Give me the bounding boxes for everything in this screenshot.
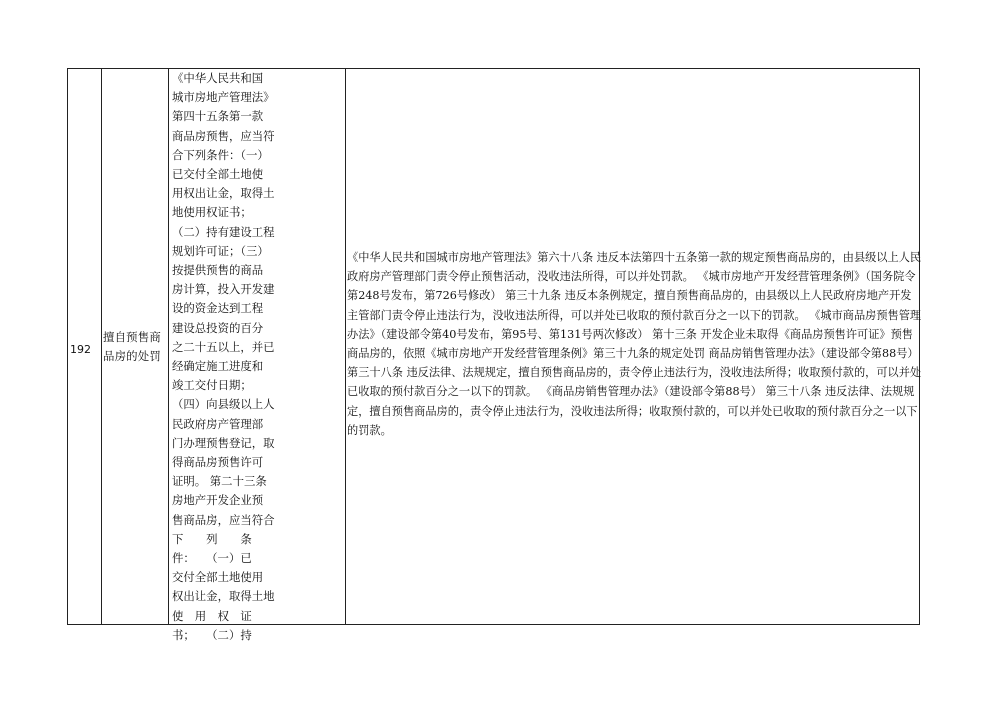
penalty-provision-line: 的罚款。 [347,423,392,437]
row-number-cell [68,69,102,624]
item-name: 擅自预售商品房的处罚 [103,330,161,363]
legal-basis-text [172,69,278,645]
legal-basis-line: 书； （二）持 [172,627,252,642]
penalty-provision-line: 第三十八条 违反法律、法规规定，擅自预售商品房的，责令停止违法行为，没收违法所得；收取预付款的，可以并处 [347,366,922,380]
row-number: 192 [70,343,91,356]
legal-basis-line: 设的资金达到工程 [172,301,264,316]
legal-basis-line: （二）持有建设工程 [172,224,275,239]
legal-basis-line: 建设总投资的百分 [172,320,264,335]
legal-basis-line: 第四十五条第一款 [172,109,264,124]
legal-basis-line: 商品房预售，应当符 [172,128,275,143]
legal-basis-line: 竣工交付日期； [172,378,252,393]
legal-basis-line: 合下列条件：（一） [172,147,269,162]
legal-basis-line: （四）向县级以上人 [172,397,275,412]
legal-basis-line: 证明。 第二十三条 [172,474,267,489]
item-name-cell [102,69,169,624]
penalty-provision-line: 《中华人民共和国城市房地产管理法》第六十八条 违反本法第四十五条第一款的规定预售商品房的，由县级以上人民 [347,251,922,264]
legal-basis-line: 经确定施工进度和 [172,359,264,374]
legal-basis-line: 件： （一）已 [172,551,252,566]
penalty-provision-line: 商品房的，依照《城市房地产开发经营管理条例》第三十九条的规定处罚 商品房销售管理办法》（建设部令第88号） [347,347,919,361]
legal-basis-line: 按提供预售的商品 [172,263,264,278]
penalty-provision-line: 主管部门责令停止违法行为，没收违法所得，可以并处已收取的预付款百分之一以下的罚款。 《城市商品房预售管理 [347,308,922,322]
penalty-provision-line: 办法》（建设部令第40号发布，第95号、第131号两次修改） 第十三条 开发企业未取得《商品房预售许可证》预售 [347,327,913,341]
legal-basis-line: 民政府房产管理部 [172,416,264,431]
legal-basis-line: 得商品房预售许可 [172,455,264,470]
legal-basis-line: 交付全部土地使用 [172,570,264,585]
legal-basis-line: 规划许可证；（三） [172,243,269,258]
legal-basis-line: 售商品房，应当符合 [172,512,275,527]
penalty-provision-line: 第248号发布，第726号修改） 第三十九条 违反本条例规定，擅自预售商品房的，由县级以上人民政府房地产开发 [347,289,912,303]
legal-basis-line: 门办理预售登记，取 [172,435,275,450]
legal-basis-line: 房地产开发企业预 [172,493,264,508]
legal-basis-line: 《中华人民共和国 [172,71,264,85]
legal-basis-line: 用权出让金，取得土 [172,186,275,201]
penalty-provision-line: 定，擅自预售商品房的，责令停止违法行为，没收违法所得；收取预付款的，可以并处已收取的预付款百分之一以下 [347,404,918,418]
penalty-provision-text [347,248,922,440]
regulation-table [67,68,922,642]
legal-basis-line: 使 用 权 证 [172,608,252,623]
legal-basis-cell [169,69,346,642]
legal-basis-line: 权出让金，取得土地 [172,589,275,604]
penalty-provision-line: 已收取的预付款百分之一以下的罚款。 《商品房销售管理办法》（建设部令第88号） 第三十八条 违反法律、法规规 [347,385,915,399]
penalty-provision-line: 政府房产管理部门责令停止预售活动，没收违法所得，可以并处罚款。 《城市房地产开发经营管理条例》（国务院令 [347,270,916,284]
legal-basis-line: 之二十五以上，并已 [172,339,275,354]
legal-basis-line: 房计算，投入开发建 [172,282,275,297]
legal-basis-line: 下 列 条 [172,531,252,546]
legal-basis-line: 已交付全部土地使 [172,167,264,182]
legal-basis-line: 城市房地产管理法》 [172,90,275,105]
legal-basis-line: 地使用权证书； [172,205,252,220]
penalty-provision-cell [346,69,920,624]
